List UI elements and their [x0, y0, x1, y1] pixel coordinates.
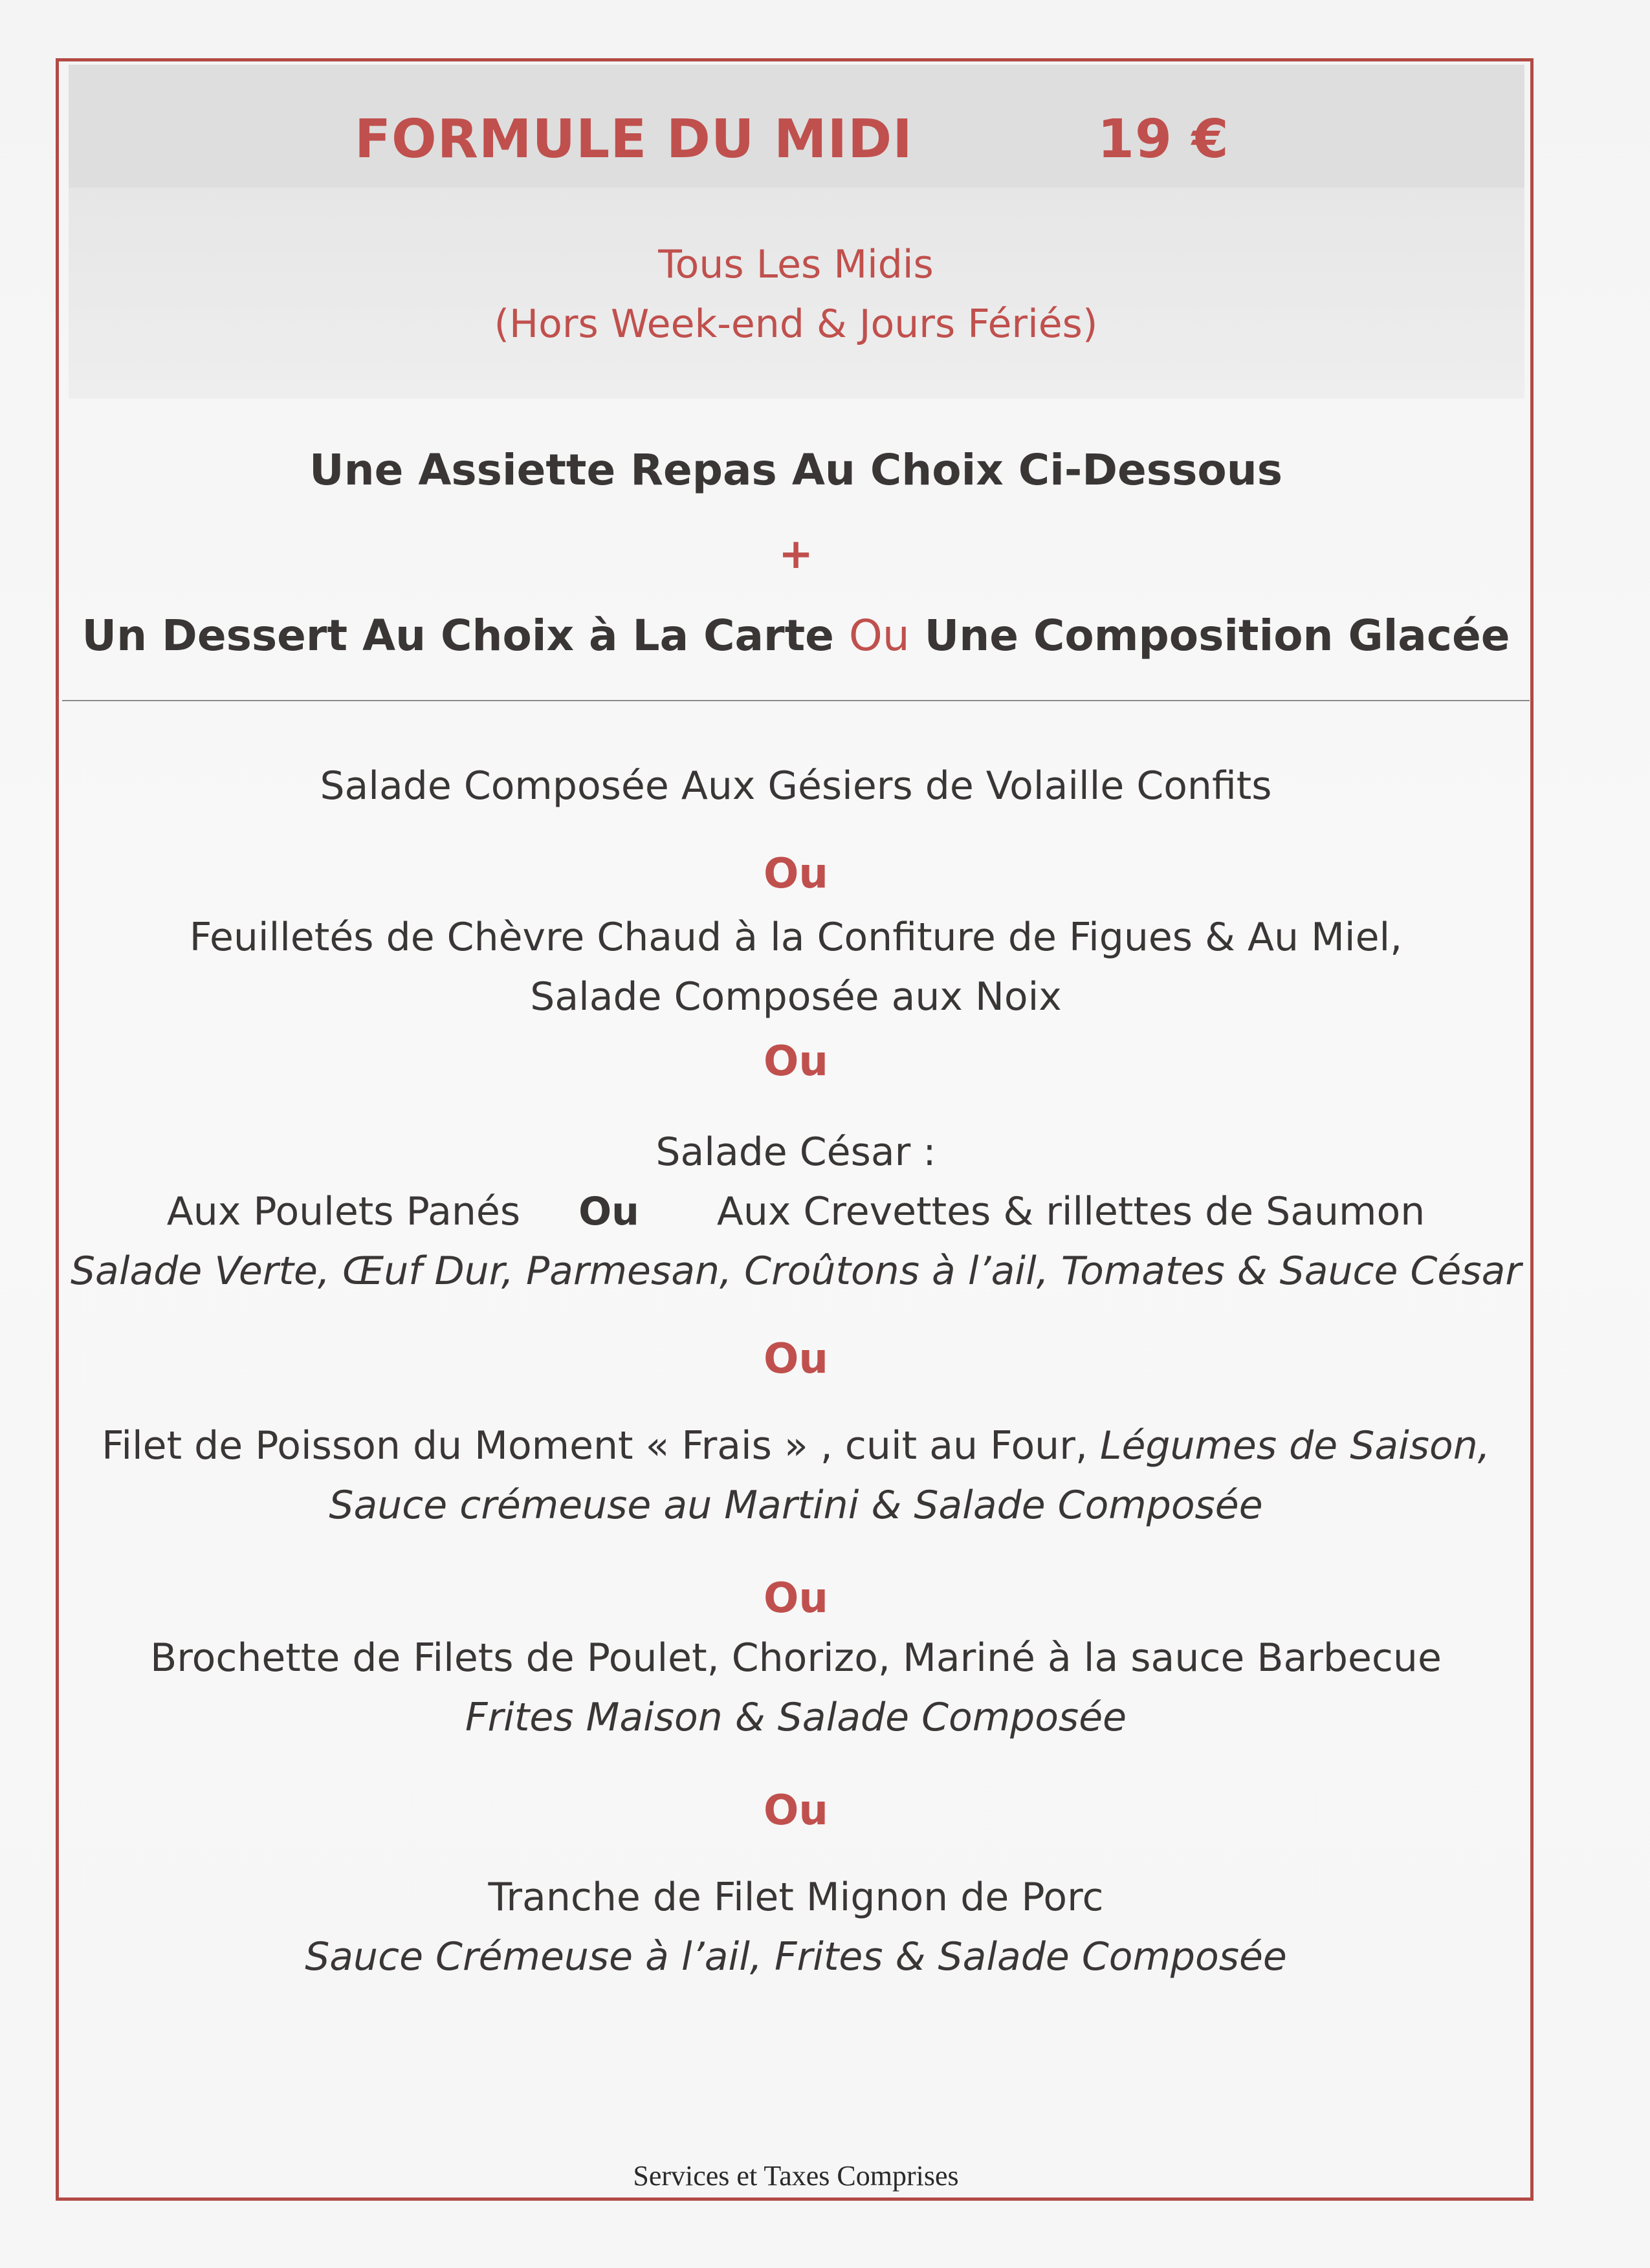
- dish-filet-mignon-desc: Sauce Crémeuse à l’ail, Frites & Salade Composée: [305, 1934, 1287, 1979]
- cesar-or: Ou: [578, 1189, 639, 1234]
- subtitle-days: Tous Les Midis: [658, 242, 934, 287]
- section-divider: [62, 700, 1530, 701]
- dish-brochette: Brochette de Filets de Poulet, Chorizo, Mariné à la sauce Barbecue: [150, 1635, 1442, 1681]
- dish-chevre-salad: Salade Composée aux Noix: [530, 974, 1062, 1020]
- dish-poisson-name: Filet de Poisson du Moment « Frais » , cuit au Four,: [102, 1423, 1088, 1468]
- menu-title: FORMULE DU MIDI: [355, 109, 913, 170]
- dish-cesar-title: Salade César :: [655, 1129, 936, 1175]
- dish-poisson-desc: Sauce crémeuse au Martini & Salade Composée: [329, 1483, 1263, 1528]
- intro-dessert-a: Un Dessert Au Choix à La Carte: [82, 611, 834, 660]
- dish-chevre: Feuilletés de Chèvre Chaud à la Confiture de Figues & Au Miel,: [189, 915, 1403, 960]
- dish-cesar-desc: Salade Verte, Œuf Dur, Parmesan, Croûtons à l’ail, Tomates & Sauce César: [70, 1248, 1522, 1294]
- subtitle-exceptions: (Hors Week-end & Jours Fériés): [494, 301, 1098, 347]
- intro-dessert-b: Une Composition Glacée: [924, 611, 1510, 660]
- or-separator: Ou: [764, 850, 828, 898]
- intro-plate: Une Assiette Repas Au Choix Ci-Dessous: [309, 445, 1282, 495]
- intro-plus: +: [778, 530, 813, 578]
- cesar-option-chicken: Aux Poulets Panés: [166, 1189, 521, 1234]
- or-separator: Ou: [764, 1335, 828, 1383]
- or-separator: Ou: [764, 1787, 828, 1835]
- dish-cesar-options: [58, 1189, 1534, 1234]
- dish-gesiers: Salade Composée Aux Gésiers de Volaille Confits: [320, 763, 1272, 809]
- intro-dessert: [58, 611, 1534, 660]
- or-separator: Ou: [764, 1038, 828, 1085]
- or-separator: Ou: [764, 1575, 828, 1622]
- dish-poisson: [58, 1423, 1534, 1468]
- cesar-option-shrimp: Aux Crevettes & rillettes de Saumon: [716, 1189, 1425, 1234]
- footer-note: Services et Taxes Comprises: [633, 2160, 959, 2192]
- dish-poisson-legumes: Légumes de Saison,: [1100, 1423, 1490, 1468]
- dish-filet-mignon: Tranche de Filet Mignon de Porc: [488, 1875, 1104, 1920]
- intro-or: Ou: [848, 611, 910, 660]
- menu-price: 19 €: [1097, 109, 1229, 170]
- dish-brochette-desc: Frites Maison & Salade Composée: [465, 1695, 1127, 1740]
